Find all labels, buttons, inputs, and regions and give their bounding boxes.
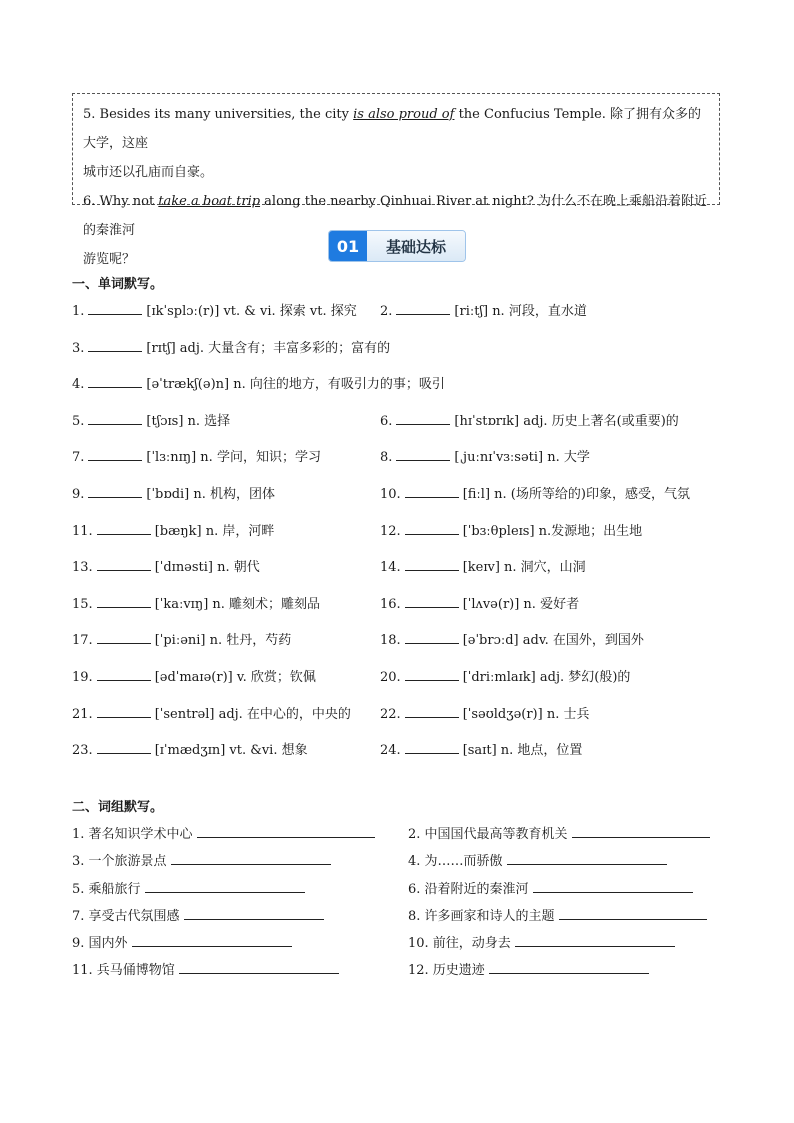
sentence-5: [83, 100, 709, 158]
answer-line[interactable]: [533, 880, 693, 893]
badge-number: 01: [329, 231, 367, 261]
answer-blank[interactable]: [97, 523, 151, 535]
item-number: 9.: [72, 486, 85, 502]
phrase-item: [72, 959, 339, 978]
vocab-item: [72, 410, 230, 429]
vocab-row: [72, 703, 732, 740]
answer-blank[interactable]: [396, 303, 450, 315]
vocab-item: [380, 556, 586, 575]
phrase-item: [72, 932, 292, 951]
item-definition: [tʃɔɪs] n. 选择: [146, 413, 231, 429]
vocab-item: [380, 520, 642, 539]
phrase-prompt: 11. 兵马俑博物馆: [72, 963, 175, 979]
item-definition: [ˈpiːəni] n. 牡丹，芍药: [154, 633, 292, 649]
answer-blank[interactable]: [97, 596, 151, 608]
answer-line[interactable]: [145, 880, 305, 893]
vocab-item: [72, 446, 321, 465]
vocab-row: [72, 520, 732, 557]
answer-blank[interactable]: [88, 486, 142, 498]
item-number: 5.: [72, 413, 85, 429]
answer-blank[interactable]: [405, 669, 459, 681]
vocab-item: [72, 666, 316, 685]
phrase-row: [72, 905, 732, 932]
vocab-item: [72, 373, 445, 392]
answer-blank[interactable]: [396, 449, 450, 461]
vocab-item: [380, 629, 644, 648]
phrase-row: [72, 878, 732, 905]
item-number: 4.: [72, 377, 85, 393]
vocab-item: [380, 300, 587, 319]
vocab-item: [380, 446, 590, 465]
sentence-5-part-b: the Confucius Temple. 除了拥有众多的大学，这座: [83, 107, 702, 151]
item-number: 24.: [380, 743, 401, 759]
answer-line[interactable]: [184, 907, 324, 920]
item-definition: [ˈbɒdi] n. 机构，团体: [146, 486, 276, 502]
answer-blank[interactable]: [405, 742, 459, 754]
answer-line[interactable]: [489, 961, 649, 974]
item-definition: [rɪtʃ] adj. 大量含有；丰富多彩的；富有的: [146, 340, 391, 356]
vocab-item: [72, 483, 275, 502]
vocabulary-list: [72, 300, 732, 776]
vocab-row: [72, 337, 732, 374]
vocab-item: [72, 556, 260, 575]
answer-line[interactable]: [507, 852, 667, 865]
vocab-item: [380, 666, 630, 685]
vocab-row: [72, 300, 732, 337]
phrase-list: [72, 823, 732, 987]
answer-blank[interactable]: [405, 706, 459, 718]
phrase-prompt: 3. 一个旅游景点: [72, 854, 167, 870]
item-number: 12.: [380, 523, 401, 539]
phrase-prompt: 8. 许多画家和诗人的主题: [408, 908, 555, 924]
item-number: 13.: [72, 560, 93, 576]
vocab-row: [72, 666, 732, 703]
vocab-item: [72, 739, 308, 758]
item-definition: [əˈbrɔːd] adv. 在国外，到国外: [462, 633, 644, 649]
section-2-heading: 二、词组默写。: [72, 800, 164, 815]
answer-blank[interactable]: [88, 303, 142, 315]
answer-line[interactable]: [171, 852, 331, 865]
item-number: 18.: [380, 633, 401, 649]
item-definition: [hɪˈstɒrɪk] adj. 历史上著名(或重要)的: [454, 413, 679, 429]
answer-blank[interactable]: [97, 669, 151, 681]
phrase-item: [408, 823, 710, 842]
phrase-prompt: 1. 著名知识学术中心: [72, 827, 193, 842]
item-definition: [ˈlʌvə(r)] n. 爱好者: [462, 596, 580, 612]
answer-line[interactable]: [132, 934, 292, 947]
phrase-prompt: 7. 享受古代氛围感: [72, 908, 180, 924]
answer-line[interactable]: [179, 961, 339, 974]
vocab-item: [380, 739, 582, 758]
phrase-item: [408, 959, 649, 978]
phrase-prompt: 9. 国内外: [72, 936, 128, 952]
vocab-row: [72, 556, 732, 593]
vocab-row: [72, 483, 732, 520]
vocab-row: [72, 373, 732, 410]
answer-blank[interactable]: [97, 706, 151, 718]
vocab-item: [380, 483, 690, 502]
phrase-item: [72, 878, 305, 897]
item-definition: [bæŋk] n. 岸，河畔: [154, 523, 275, 539]
section-badge: [328, 230, 466, 262]
section-1-heading: 一、单词默写。: [72, 277, 164, 292]
sentence-5-part-a: 5. Besides its many universities, the city: [83, 107, 354, 122]
vocab-item: [72, 703, 351, 722]
answer-blank[interactable]: [97, 742, 151, 754]
sentence-6-part-a: 6. Why not: [83, 194, 159, 209]
sentence-6-part-b: along the nearby Qinhuai River at night? 为什么不在晚上乘船沿着附近的秦淮河: [83, 194, 707, 238]
item-definition: [ˈkaːvɪŋ] n. 雕刻术；雕刻品: [154, 596, 321, 612]
answer-blank[interactable]: [405, 596, 459, 608]
badge-title: 基础达标: [367, 231, 465, 261]
item-number: 11.: [72, 523, 93, 539]
phrase-item: [408, 932, 675, 951]
item-number: 22.: [380, 706, 401, 722]
vocab-row: [72, 629, 732, 666]
answer-blank[interactable]: [88, 449, 142, 461]
item-number: 10.: [380, 486, 401, 502]
item-number: 7.: [72, 450, 85, 466]
phrase-item: [72, 905, 324, 924]
vocab-item: [72, 629, 291, 648]
item-definition: [fiːl] n. (场所等给的)印象，感受，气氛: [462, 486, 690, 502]
item-definition: [riːtʃ] n. 河段，直水道: [454, 304, 587, 319]
item-number: 3.: [72, 340, 85, 356]
item-definition: [ˈdriːmlaɪk] adj. 梦幻(般)的: [462, 669, 631, 685]
item-definition: [ɪkˈsplɔː(r)] vt. & vi. 探索 vt. 探究: [146, 304, 357, 319]
answer-blank[interactable]: [88, 413, 142, 425]
vocab-item: [380, 593, 579, 612]
phrase-row: [72, 932, 732, 959]
answer-line[interactable]: [559, 907, 707, 920]
phrase-row: [72, 850, 732, 877]
vocab-item: [72, 300, 357, 319]
phrase-prompt: 4. 为……而骄傲: [408, 854, 503, 870]
phrase-item: [408, 850, 667, 869]
item-number: 21.: [72, 706, 93, 722]
vocab-item: [380, 410, 679, 429]
sentence-6-phrase: take a boat trip: [158, 194, 261, 209]
phrase-item: [72, 850, 331, 869]
item-definition: [ˈdɪnəsti] n. 朝代: [154, 560, 260, 576]
phrase-item: [72, 823, 375, 842]
item-number: 1.: [72, 304, 85, 319]
answer-blank[interactable]: [405, 559, 459, 571]
answer-blank[interactable]: [97, 559, 151, 571]
item-definition: [saɪt] n. 地点，位置: [462, 743, 583, 759]
vocab-item: [72, 593, 320, 612]
item-number: 23.: [72, 743, 93, 759]
item-number: 16.: [380, 596, 401, 612]
item-definition: [ˈsentrəl] adj. 在中心的，中央的: [154, 706, 351, 722]
item-definition: [ədˈmaɪə(r)] v. 欣赏；钦佩: [154, 669, 316, 685]
vocab-item: [380, 703, 589, 722]
vocab-row: [72, 446, 732, 483]
answer-blank[interactable]: [405, 523, 459, 535]
answer-line[interactable]: [515, 934, 675, 947]
item-definition: [ɪˈmædʒɪn] vt. &vi. 想象: [154, 743, 308, 759]
phrase-row: [72, 959, 732, 986]
item-definition: [keɪv] n. 洞穴，山洞: [462, 560, 586, 576]
item-definition: [əˈtrækʃ(ə)n] n. 向往的地方，有吸引力的事；吸引: [146, 377, 445, 393]
answer-blank[interactable]: [97, 632, 151, 644]
sentence-5-phrase: is also proud of: [353, 107, 455, 122]
item-number: 17.: [72, 633, 93, 649]
vocab-item: [72, 520, 274, 539]
vocab-row: [72, 593, 732, 630]
vocab-item: [72, 337, 390, 356]
answer-blank[interactable]: [405, 632, 459, 644]
phrase-prompt: 6. 沿着附近的秦淮河: [408, 881, 529, 897]
phrase-prompt: 10. 前往，动身去: [408, 936, 511, 952]
item-definition: [ˌjuːnɪˈvɜːsəti] n. 大学: [454, 450, 590, 466]
answer-line[interactable]: [197, 825, 375, 838]
item-number: 6.: [380, 413, 393, 429]
answer-line[interactable]: [572, 825, 710, 838]
phrase-row: [72, 823, 732, 850]
vocab-row: [72, 739, 732, 776]
answer-blank[interactable]: [88, 340, 142, 352]
sentence-6-translation: 游览呢？: [83, 252, 136, 267]
item-number: 8.: [380, 450, 393, 466]
sentence-5-translation: 城市还以孔庙而自豪。: [83, 165, 214, 180]
item-definition: [ˈsəʊldʒə(r)] n. 士兵: [462, 706, 590, 722]
item-number: 2.: [380, 304, 393, 319]
vocab-row: [72, 410, 732, 447]
item-number: 15.: [72, 596, 93, 612]
phrase-item: [408, 905, 707, 924]
item-number: 14.: [380, 560, 401, 576]
phrase-prompt: 5. 乘船旅行: [72, 881, 141, 897]
answer-blank[interactable]: [405, 486, 459, 498]
item-number: 19.: [72, 669, 93, 685]
answer-blank[interactable]: [88, 376, 142, 388]
phrase-prompt: 2. 中国国代最高等教育机关: [408, 827, 568, 842]
phrase-prompt: 12. 历史遗迹: [408, 963, 485, 979]
item-definition: [ˈbɜːθpleɪs] n.发源地；出生地: [462, 523, 643, 539]
item-number: 20.: [380, 669, 401, 685]
item-definition: [ˈlɜːnɪŋ] n. 学问，知识；学习: [146, 450, 321, 466]
phrase-item: [408, 878, 693, 897]
answer-blank[interactable]: [396, 413, 450, 425]
